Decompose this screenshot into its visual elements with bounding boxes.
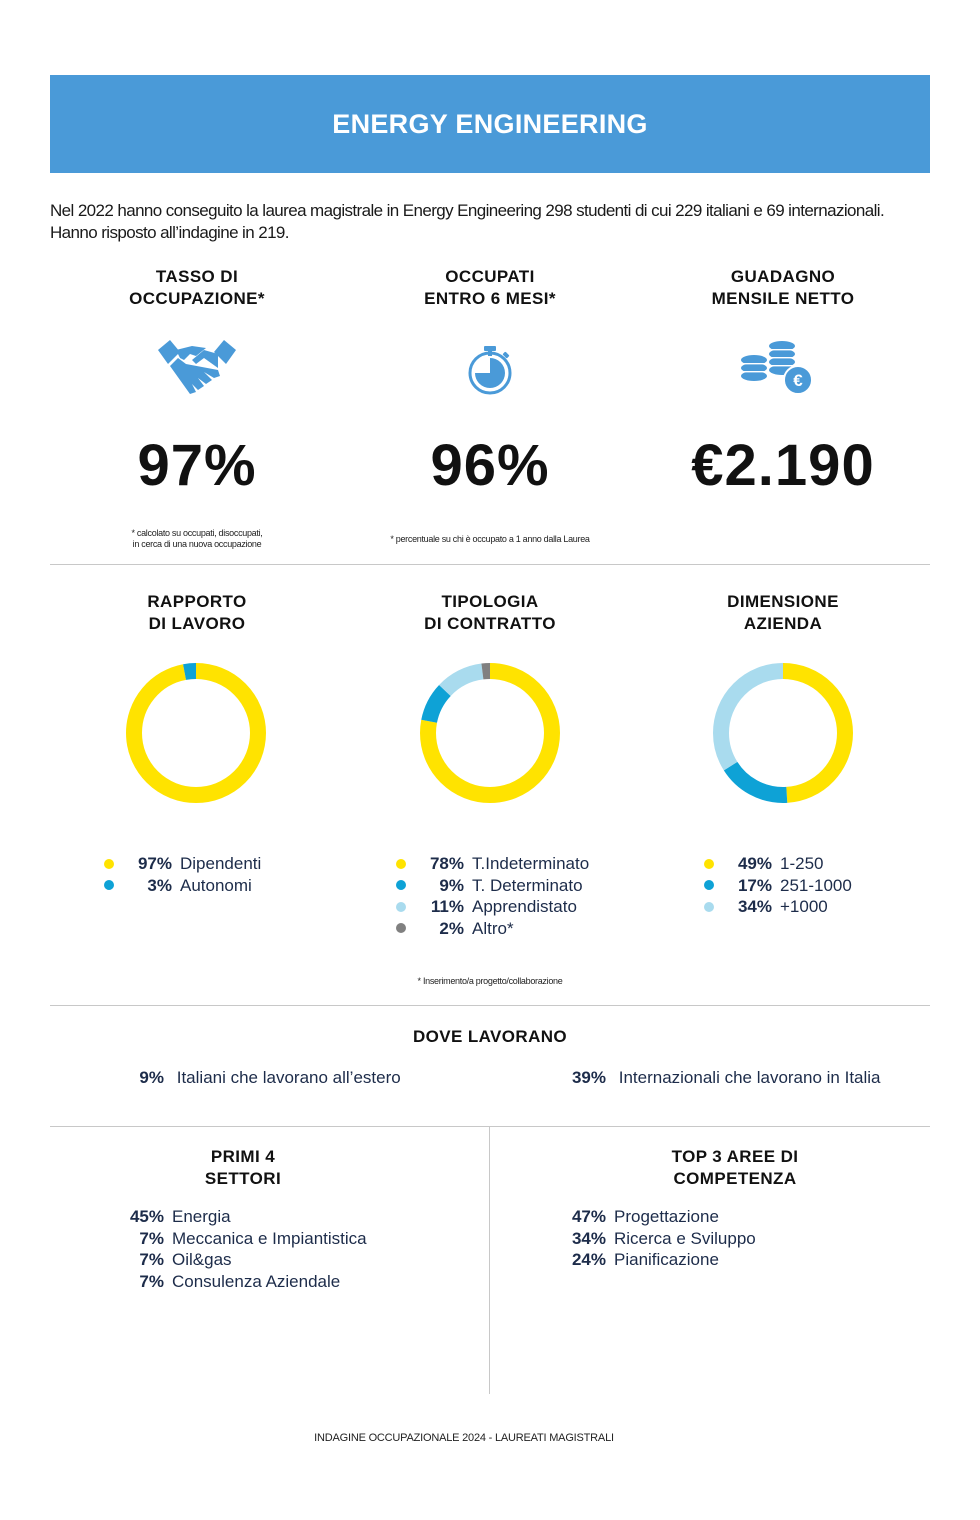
donut-tipologia-contratto (418, 661, 562, 805)
chart-heading-rapporto (52, 591, 342, 635)
page-title: ENERGY ENGINEERING (332, 108, 648, 139)
legend-item (396, 918, 589, 940)
legend-dot (396, 859, 406, 869)
stat-pct: 9% (139, 1068, 164, 1087)
intro-line-1: Nel 2022 hanno conseguito la laurea magistrale in Energy Engineering 298 studenti di cui 229 italiani e 69 internazionali. (50, 201, 885, 220)
list-label: Energia (172, 1207, 231, 1226)
list-pct: 7% (139, 1228, 164, 1248)
kpi-value-guadagno: €2.190 (691, 433, 875, 498)
stopwatch-icon (464, 344, 516, 396)
list-label: Pianificazione (614, 1250, 719, 1269)
list-label: Oil&gas (172, 1250, 232, 1269)
list-item (542, 1249, 756, 1271)
chart-heading-line: DI CONTRATTO (424, 614, 556, 633)
legend-label: T.Indeterminato (472, 854, 590, 873)
legend-dot (396, 923, 406, 933)
aree-heading-line: TOP 3 AREE DI (671, 1147, 799, 1166)
note-line: * calcolato su occupati, disoccupati, (131, 528, 263, 538)
list-label: Ricerca e Sviluppo (614, 1228, 756, 1248)
settori-heading-line: SETTORI (204, 1169, 282, 1188)
settori-list (100, 1206, 367, 1292)
svg-text:€: € (793, 371, 803, 390)
list-pct: 45% (129, 1207, 164, 1226)
aree-heading-line: COMPETENZA (673, 1169, 797, 1188)
legend-pct: 11% (430, 897, 464, 916)
legend-dot (104, 880, 114, 890)
note-line: in cerca di una nuova occupazione (132, 539, 262, 549)
legend-dot (704, 859, 714, 869)
list-pct: 34% (571, 1228, 606, 1248)
legend-label: Dipendenti (180, 854, 262, 873)
legend-dot (104, 859, 114, 869)
list-item (542, 1206, 756, 1228)
divider (50, 1126, 930, 1127)
list-item (542, 1228, 756, 1250)
list-label: Consulenza Aziendale (172, 1271, 341, 1291)
legend-label: Altro* (472, 918, 514, 938)
legend-pct: 9% (439, 875, 464, 895)
legend-item (396, 896, 589, 918)
donut-rapporto-lavoro (124, 661, 268, 805)
list-item (100, 1228, 367, 1250)
intro-line-2: Hanno risposto all’indagine in 219. (50, 223, 289, 242)
chart-heading-line: DIMENSIONE (727, 592, 839, 611)
legend-tipologia-contratto (396, 853, 589, 939)
footer-text: INDAGINE OCCUPAZIONALE 2024 - LAUREATI MAGISTRALI (314, 1432, 614, 1444)
legend-pct: 49% (737, 854, 772, 873)
divider (50, 564, 930, 565)
kpi-heading-line: OCCUPATI (445, 267, 535, 286)
legend-label: +1000 (780, 897, 828, 916)
kpi-heading-line: ENTRO 6 MESI* (424, 289, 556, 308)
legend-item (396, 875, 589, 897)
legend-pct: 17% (737, 875, 772, 895)
chart-heading-line: AZIENDA (743, 614, 823, 633)
kpi-heading-line: MENSILE NETTO (711, 289, 855, 308)
settori-heading (98, 1146, 388, 1190)
legend-label: Autonomi (180, 875, 252, 895)
kpi-heading-occupazione (52, 266, 342, 310)
legend-pct: 3% (147, 875, 172, 895)
contract-footnote: * Inserimento/a progetto/collaborazione (417, 976, 563, 986)
stat-label: Internazionali che lavorano in Italia (618, 1068, 881, 1087)
legend-pct: 97% (137, 854, 172, 873)
kpi-value-occupati: 96% (430, 433, 550, 498)
kpi-value-occupazione: 97% (137, 433, 257, 498)
note-line: * percentuale su chi è occupato a 1 anno dalla Laurea (390, 534, 590, 544)
kpi-heading-line: GUADAGNO (730, 267, 836, 286)
legend-dimensione-azienda (704, 853, 852, 918)
legend-dot (704, 880, 714, 890)
legend-label: 251-1000 (780, 875, 852, 895)
legend-item (104, 875, 261, 897)
donut-slice-1 (134, 671, 258, 795)
chart-heading-dimensione (638, 591, 928, 635)
legend-rapporto-lavoro (104, 853, 261, 896)
dove-lavorano-heading: DOVE LAVORANO (412, 1027, 568, 1046)
intro-text (50, 200, 950, 244)
donut-dimensione-azienda (711, 661, 855, 805)
stat-pct: 39% (571, 1068, 606, 1087)
legend-dot (396, 902, 406, 912)
list-item (100, 1271, 367, 1293)
aree-list (542, 1206, 756, 1271)
list-label: Meccanica e Impiantistica (172, 1228, 367, 1248)
stat-label: Italiani che lavorano all’estero (176, 1068, 401, 1087)
settori-heading-line: PRIMI 4 (210, 1147, 276, 1166)
legend-item (704, 896, 852, 918)
kpi-heading-occupati (345, 266, 635, 310)
chart-heading-tipologia (345, 591, 635, 635)
list-pct: 7% (139, 1271, 164, 1291)
list-pct: 47% (571, 1207, 606, 1226)
legend-item (704, 875, 852, 897)
legend-pct: 2% (439, 918, 464, 938)
kpi-note-occupazione (52, 528, 342, 550)
legend-pct: 34% (737, 897, 772, 916)
column-divider (489, 1126, 490, 1394)
list-item (100, 1206, 367, 1228)
dove-stat-estero (100, 1067, 401, 1089)
kpi-note-occupati (345, 534, 635, 545)
list-pct: 24% (571, 1250, 606, 1269)
chart-heading-line: DI LAVORO (148, 614, 246, 633)
legend-item (104, 853, 261, 875)
list-item (100, 1249, 367, 1271)
divider (50, 1005, 930, 1006)
legend-item (396, 853, 589, 875)
chart-heading-line: TIPOLOGIA (441, 592, 539, 611)
legend-pct: 78% (429, 854, 464, 873)
aree-heading (590, 1146, 880, 1190)
handshake-icon (156, 338, 238, 398)
legend-dot (704, 902, 714, 912)
euro-coins-icon (738, 340, 816, 396)
chart-heading-line: RAPPORTO (147, 592, 247, 611)
kpi-heading-guadagno (638, 266, 928, 310)
kpi-heading-line: TASSO DI (155, 267, 239, 286)
legend-label: Apprendistato (472, 897, 577, 916)
legend-dot (396, 880, 406, 890)
legend-label: T. Determinato (472, 875, 583, 895)
kpi-heading-line: OCCUPAZIONE* (129, 289, 265, 308)
list-pct: 7% (139, 1250, 164, 1269)
dove-stat-italia (542, 1067, 881, 1089)
list-label: Progettazione (614, 1207, 719, 1226)
title-banner (50, 75, 930, 173)
legend-item (704, 853, 852, 875)
legend-label: 1-250 (780, 854, 824, 873)
